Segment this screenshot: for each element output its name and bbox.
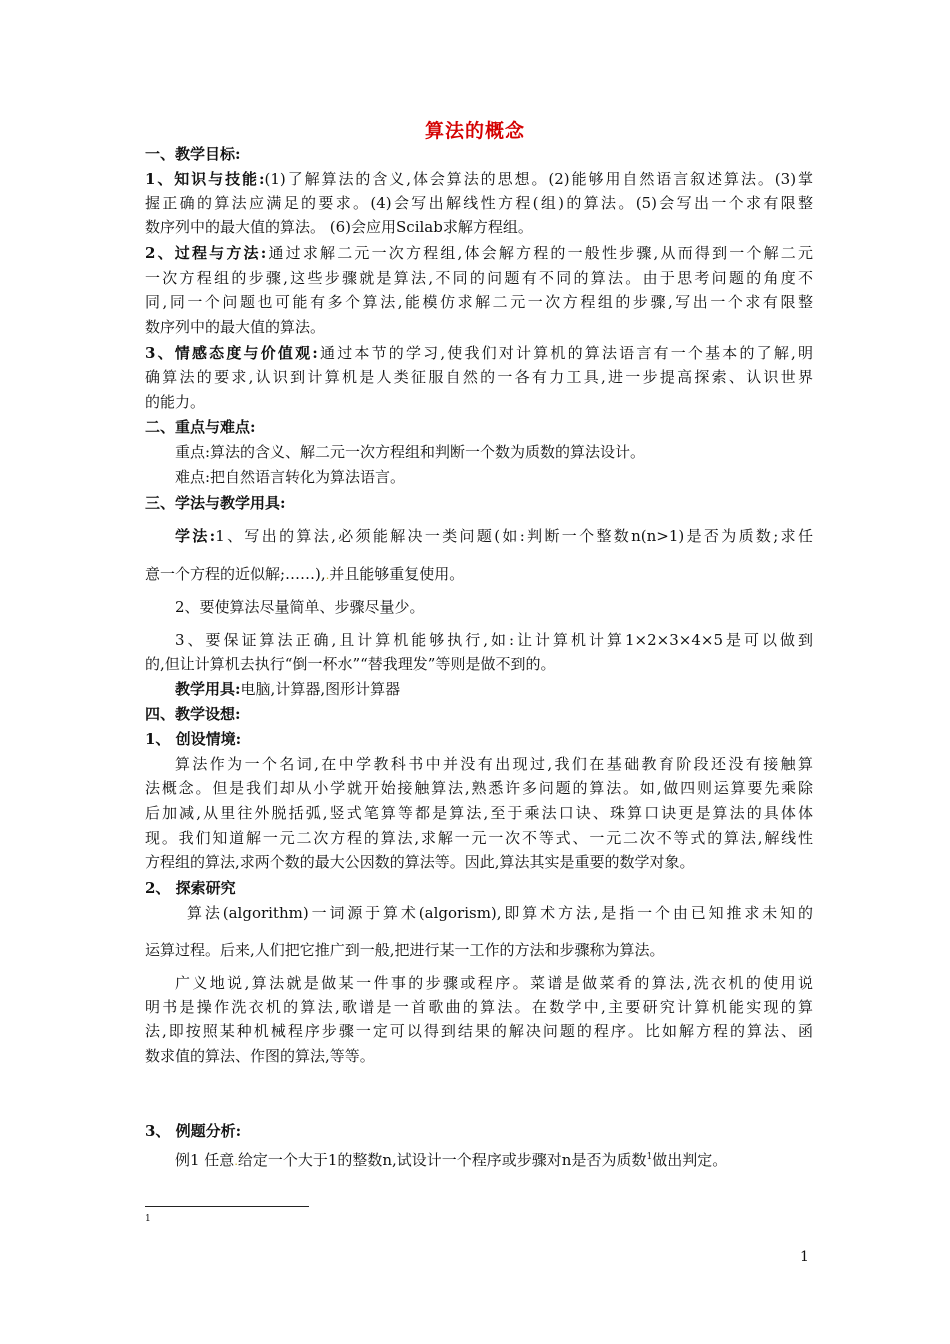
- method-line-1: [175, 526, 813, 546]
- emotion-text-1: 通过本节的学习,使我们对计算机的算法语言有一个基本的了解,明: [317, 344, 813, 362]
- tools-text: 电脑,计算器,图形计算器: [240, 680, 401, 698]
- scenario-line-2: 法概念。但是我们却从小学就开始接触算法,熟悉许多问题的算法。如,做四则运算要先乘除: [145, 779, 813, 797]
- knowledge-label: 1、知识与技能:: [145, 170, 265, 188]
- scenario-line-5: 方程组的算法,求两个数的最大公因数的算法等。因此,算法其实是重要的数学对象。: [145, 853, 695, 871]
- method-item-3-line-2: 的,但让计算机去执行“倒一杯水”“替我理发”等则是做不到的。: [145, 655, 556, 673]
- footnote-number: 1: [145, 1214, 151, 1224]
- footnote-ref: 1: [646, 1152, 653, 1162]
- method-label: 学法:: [175, 527, 216, 545]
- method-text-2b: 并且能够重复使用。: [329, 565, 465, 583]
- explore-line-6: 数求值的算法、作图的算法,等等。: [145, 1047, 375, 1065]
- explore-line-3: 广义地说,算法就是做某一件事的步骤或程序。菜谱是做菜肴的算法,洗衣机的使用说: [175, 974, 813, 992]
- section-4-heading: 四、教学设想:: [145, 705, 241, 723]
- page-title: 算法的概念: [424, 120, 525, 142]
- section-2-heading: 二、重点与难点:: [145, 418, 256, 436]
- knowledge-text-1: (1)了解算法的含义,体会算法的思想。(2)能够用自然语言叙述算法。(3)掌: [264, 170, 813, 188]
- knowledge-line-1: [145, 169, 813, 189]
- section-3-heading: 三、学法与教学用具:: [145, 494, 286, 512]
- explore-line-1: 算法(algorithm)一词源于算术(algorism),即算术方法,是指一个由已知推求未知的: [187, 904, 813, 922]
- process-line-3: 同,同一个问题也可能有多个算法,能模仿求解二元一次方程组的步骤,写出一个求有限整: [145, 293, 813, 311]
- method-item-3-line-1: 3、要保证算法正确,且计算机能够执行,如:让计算机计算1×2×3×4×5是可以做到: [175, 631, 813, 649]
- method-text-1: 1、写出的算法,必须能解决一类问题(如:判断一个整数n(n>1)是否为质数;求任: [215, 527, 813, 545]
- method-text-2a: 意一个方程的近似解;……),: [145, 565, 326, 583]
- example-heading: 3、 例题分析:: [145, 1122, 242, 1140]
- scenario-line-1: 算法作为一个名词,在中学教科书中并没有出现过,我们在基础教育阶段还没有接触算: [175, 755, 813, 773]
- create-scenario-heading: 1、 创设情境:: [145, 730, 242, 748]
- section-1-heading: 一、教学目标:: [145, 145, 241, 163]
- example-1-text-b: 给定一个大于1的整数n,试设计一个程序或步骤对n是否为质数: [237, 1151, 647, 1169]
- method-item-2: 2、要使算法尽量简单、步骤尽量少。: [175, 598, 425, 616]
- knowledge-line-2: 握正确的算法应满足的要求。(4)会写出解线性方程(组)的算法。(5)会写出一个求有限整: [145, 194, 813, 212]
- process-line-2: 一次方程组的步骤,这些步骤就是算法,不同的问题有不同的算法。由于思考问题的角度不: [145, 269, 813, 287]
- scenario-line-4: 现。我们知道解一元二次方程的算法,求解一元一次不等式、一元二次不等式的算法,解线性: [145, 829, 813, 847]
- example-1-mark: .: [234, 1155, 238, 1168]
- method-line-2: [145, 564, 813, 586]
- process-line-4: 数序列中的最大值的算法。: [145, 318, 326, 336]
- difficulty-point: 难点:把自然语言转化为算法语言。: [175, 468, 406, 486]
- emotion-label: 3、情感态度与价值观:: [145, 344, 318, 362]
- scenario-line-3: 后加减,从里往外脱括弧,竖式笔算等都是算法,至于乘法口诀、珠算口诀更是算法的具体体: [145, 804, 813, 822]
- method-mark: .: [325, 569, 330, 582]
- example-1-line: [175, 1147, 825, 1172]
- footnote-divider: [145, 1206, 309, 1207]
- key-point: 重点:算法的含义、解二元一次方程组和判断一个数为质数的算法设计。: [175, 443, 646, 461]
- explore-line-5: 法,即按照某种机械程序步骤一定可以得到结果的解决问题的程序。比如解方程的算法、函: [145, 1022, 813, 1040]
- explore-line-2: 运算过程。后来,人们把它推广到一般,把进行某一工作的方法和步骤称为算法。: [145, 941, 665, 959]
- example-1-text-a: 例1 任意: [175, 1151, 235, 1169]
- emotion-line-1: [145, 343, 813, 363]
- emotion-line-2: 确算法的要求,认识到计算机是人类征服自然的一各有力工具,进一步提高探索、认识世界: [145, 368, 813, 386]
- page-number: 1: [800, 1249, 809, 1265]
- process-text-1: 通过求解二元一次方程组,体会解方程的一般性步骤,从而得到一个解二元: [266, 244, 813, 262]
- knowledge-line-3: 数序列中的最大值的算法。 (6)会应用Scilab求解方程组。: [145, 218, 533, 236]
- teaching-tools: [175, 679, 813, 699]
- tools-label: 教学用具:: [175, 680, 241, 698]
- emotion-line-3: 的能力。: [145, 393, 206, 411]
- process-line-1: [145, 243, 813, 263]
- explore-heading: 2、 探索研究: [145, 879, 236, 897]
- explore-line-4: 明书是操作洗衣机的算法,歌谱是一首歌曲的算法。在数学中,主要研究计算机能实现的算: [145, 998, 813, 1016]
- process-label: 2、过程与方法:: [145, 244, 267, 262]
- example-1-text-c: 做出判定。: [652, 1151, 728, 1169]
